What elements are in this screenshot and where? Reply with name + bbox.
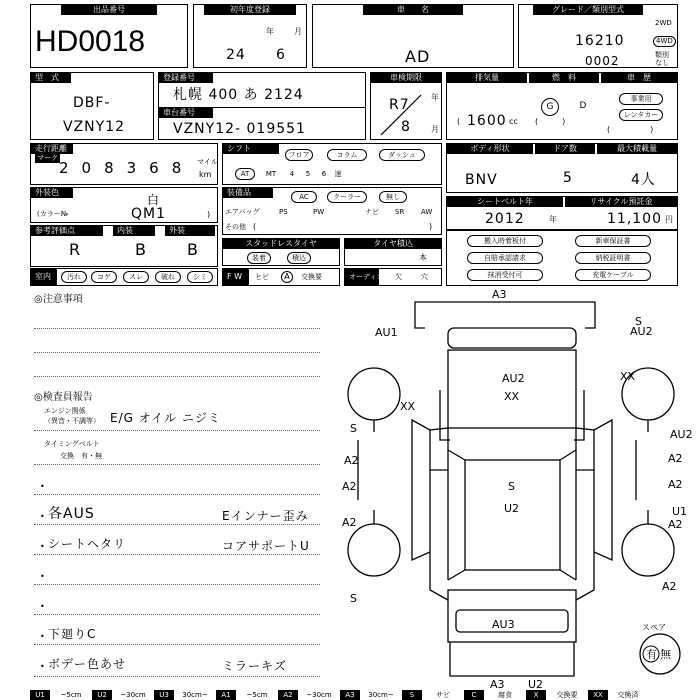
reg-value: 札幌 400 あ 2124 — [173, 87, 304, 103]
doc-btn-1: 搬入時着板付 — [467, 235, 543, 247]
legend-key-6: S — [402, 690, 422, 700]
equipment-box: 装備品 AC クーラー 無し エアバッグ PS PW ナビ SR AW その他 ( ) — [222, 187, 442, 235]
history-business: 事業用 — [619, 93, 663, 105]
model-label: 型 式 — [31, 73, 71, 83]
audio-box — [344, 268, 442, 286]
interior-room-label: 室内 — [31, 269, 57, 285]
note-item-1: 各AUS — [48, 506, 95, 522]
mark-s-left: S — [350, 422, 357, 435]
model-line2: VZNY12 — [63, 119, 126, 135]
recycle-unit: 円 — [665, 215, 673, 224]
equip-cooler: クーラー — [327, 191, 367, 203]
chassis-label: 車台番号 — [159, 108, 213, 118]
legend-value-1: ~30cm — [120, 691, 146, 699]
legend-key-4: A2 — [278, 690, 298, 700]
fw-box — [222, 268, 340, 286]
studless-mounted: 装着 — [247, 252, 271, 264]
mark-au2-right-side: AU2 — [670, 428, 693, 441]
displacement-value: 1600 — [467, 113, 507, 129]
first-reg-label: 初年度登録 — [204, 5, 296, 15]
equip-pw: PW — [313, 208, 325, 216]
chassis-value: VZNY12- 019551 — [173, 121, 306, 137]
timing-opts: 交換 有・無 — [60, 452, 102, 460]
studless-loaded: 積込 — [287, 252, 311, 264]
legend-key-9: XX — [588, 690, 608, 700]
room-burn: コゲ — [91, 271, 117, 283]
equip-airbag: エアバッグ — [225, 208, 260, 216]
audio-label: オーディオ — [345, 269, 379, 285]
mark-au1: AU1 — [375, 326, 398, 339]
timing-label: タイミングベルト — [44, 440, 100, 448]
legend-value-0: ~5cm — [60, 691, 82, 699]
note-item-1b: Eインナー歪み — [222, 509, 309, 523]
model-box — [30, 72, 154, 140]
drive-2wd: 2WD — [655, 19, 672, 27]
doors-value: 5 — [563, 170, 573, 186]
legend-value-7: 腐食 — [498, 691, 512, 699]
legend-value-6: サビ — [436, 691, 450, 699]
body-box — [446, 143, 678, 193]
tire-box — [344, 238, 442, 266]
doc-btn-4: 納税証明書 — [575, 252, 651, 264]
note-item-4b: ミラーキズ — [222, 659, 287, 673]
grade-value-2: 0002 — [585, 54, 620, 68]
exterior-color-box: 外装色 白 (カラー№ QM1 ) — [30, 187, 218, 223]
tire-unit: 本 — [419, 253, 427, 262]
legend-value-3: ~5cm — [246, 691, 268, 699]
mark-au2-right: AU2 — [630, 325, 653, 338]
score-label: 参考評価点 — [31, 226, 103, 236]
mark-a2-left-3: A2 — [342, 516, 357, 529]
legend-value-5: 30cm~ — [368, 691, 394, 699]
equip-navi: ナビ — [365, 208, 379, 216]
displacement-label: 排気量 — [447, 73, 527, 83]
seatbelt-year: 2012 — [485, 211, 525, 227]
grade-value: 16210 — [575, 33, 625, 49]
month-unit: 月 — [294, 27, 302, 36]
equip-sr: SR — [395, 208, 405, 216]
fw-replace: 交換要 — [301, 273, 322, 281]
engine-spec-box: 排気量 燃 料 車 歴 1600 cc ( G D ( ) 事業用 レンタカー ( ) — [446, 72, 678, 140]
room-tear: 破れ — [155, 271, 181, 283]
legend-key-5: A3 — [340, 690, 360, 700]
spare-yes: 有 — [646, 648, 657, 661]
mark-au2-hood: AU2 — [502, 372, 525, 385]
exterior-color-label: 外装色 — [31, 188, 73, 198]
interior-room-box — [30, 268, 218, 286]
studless-label: スタッドレスタイヤ — [223, 239, 339, 249]
audio-missing: 欠 — [395, 273, 402, 281]
audio-hole: 穴 — [421, 273, 428, 281]
fuel-d: D — [579, 101, 587, 111]
mileage-box — [30, 143, 218, 185]
equip-ac: AC — [291, 191, 317, 203]
mark-s-center: S — [508, 480, 515, 493]
mark-a3-rear: A3 — [490, 678, 505, 690]
mark-s-rear-left: S — [350, 592, 357, 605]
legend-key-8: X — [526, 690, 546, 700]
car-name-label: 車 名 — [363, 5, 463, 15]
seatbelt-box — [446, 196, 678, 230]
year-unit: 年 — [266, 27, 274, 36]
inspection-month: 8 — [401, 119, 411, 135]
fuel-label: 燃 料 — [529, 73, 599, 83]
shift-6: 6 — [321, 170, 327, 178]
room-scuff: スレ — [123, 271, 149, 283]
engine-value: E/G オイル ニジミ — [110, 411, 221, 425]
docs-box — [446, 230, 678, 286]
car-name: AD — [405, 47, 431, 66]
capacity-label: 最大積載量 — [597, 144, 677, 154]
equip-other-label: その他 — [225, 223, 246, 231]
legend-value-4: ~30cm — [306, 691, 332, 699]
shift-floor: フロア — [285, 149, 313, 161]
lot-label: 出品番号 — [61, 5, 157, 15]
mark-a2-left-1: A2 — [344, 454, 359, 467]
spare-label: スペア — [642, 623, 666, 632]
studless-box — [222, 238, 340, 266]
mark-label: マーク — [37, 154, 58, 162]
car-name-box — [312, 4, 514, 68]
mark-a3-top: A3 — [492, 290, 507, 301]
capacity-value: 4人 — [631, 172, 656, 188]
seatbelt-year-unit: 年 — [549, 215, 557, 224]
mark-a2-right-1: A2 — [668, 452, 683, 465]
legend-key-2: U3 — [154, 690, 174, 700]
recycle-value: 11,100 — [607, 211, 662, 227]
inspection-label: 車検期限 — [371, 73, 441, 83]
note-item-2: シートヘタリ — [48, 537, 127, 551]
color-value: 白 — [147, 193, 161, 207]
seatbelt-label: シートベルト年 — [447, 197, 563, 207]
mark-u2-center: U2 — [504, 502, 520, 515]
exterior-grade-label: 外装 — [165, 226, 215, 236]
first-reg-year: 24 — [226, 47, 246, 63]
inspection-year-unit: 年 — [431, 93, 439, 102]
tire-label: タイヤ積込 — [345, 239, 441, 249]
mileage-digits: 208368 — [59, 159, 195, 177]
engine-label: エンジン関係 （異音・不調等） — [44, 407, 100, 425]
drive-4wd: 4WD — [653, 36, 676, 47]
first-reg-box — [193, 4, 307, 68]
doc-btn-5: 抹消受付可 — [467, 269, 543, 281]
fw-label: F W — [223, 269, 249, 285]
history-rental: レンタカー — [619, 109, 663, 121]
recycle-label: リサイクル預託金 — [565, 197, 677, 207]
caution-title: ◎注意事項 — [34, 294, 83, 305]
shift-speed: 速 — [334, 170, 342, 178]
interior-grade-label: 内装 — [113, 226, 155, 236]
color-no-label: (カラー№ — [37, 210, 69, 218]
shift-mt: MT — [265, 170, 277, 178]
fuel-g: G — [541, 98, 559, 116]
model-line1: DBF- — [73, 95, 111, 111]
equip-aw: AW — [421, 208, 433, 216]
equip-ps: PS — [279, 208, 288, 216]
shift-label: シフト — [223, 144, 279, 154]
mark-xx-right: XX — [620, 370, 636, 383]
vehicle-damage-diagram — [330, 290, 700, 690]
fw-crack: ヒビ — [255, 273, 269, 281]
mark-u2-rear: U2 — [528, 678, 544, 690]
mark-a2-right-3: A2 — [668, 518, 683, 531]
reg-label: 登録番号 — [159, 73, 213, 83]
history-label: 車 歴 — [601, 73, 677, 83]
equip-none: 無し — [379, 191, 407, 203]
lot-number: HD0018 — [35, 25, 146, 58]
legend-value-2: 30cm~ — [182, 691, 208, 699]
mark-xx-hood: XX — [504, 390, 520, 403]
mark-xx-left: XX — [400, 400, 416, 413]
body-label: ボディ形状 — [447, 144, 533, 154]
inspection-year: R7 — [389, 97, 410, 113]
doc-btn-6: 充電ケーブル — [575, 269, 651, 281]
legend-key-3: A1 — [216, 690, 236, 700]
doc-btn-2: 新車保証書 — [575, 235, 651, 247]
shift-dash: ダッシュ — [379, 149, 425, 161]
score-box — [30, 225, 218, 267]
mark-au3: AU3 — [492, 618, 515, 631]
mark-s-top-right: S — [635, 315, 642, 328]
mark-u1-right: U1 — [672, 505, 688, 518]
spare-no: 無 — [660, 648, 671, 661]
mark-a2-right-2: A2 — [668, 478, 683, 491]
interior-grade-value: B — [135, 240, 147, 259]
doc-btn-3: 自賠承認請求 — [467, 252, 543, 264]
shift-column: コラム — [327, 149, 367, 161]
fw-a: A — [281, 271, 293, 283]
lot-number-box — [30, 4, 188, 68]
mark-a2-right-4: A2 — [662, 580, 677, 593]
shift-5: 5 — [305, 170, 311, 178]
inspection-box — [370, 72, 442, 140]
shift-box — [222, 143, 442, 185]
room-dirt: 汚れ — [61, 271, 87, 283]
inspection-month-unit: 月 — [431, 125, 439, 134]
color-code: QM1 — [131, 206, 167, 222]
exterior-grade-value: B — [187, 240, 199, 259]
legend-key-0: U1 — [30, 690, 50, 700]
cc-unit: cc — [509, 117, 518, 126]
score-value: R — [69, 240, 82, 259]
mark-a2-left-2: A2 — [342, 480, 357, 493]
body-value: BNV — [465, 172, 498, 188]
equipment-label: 装備品 — [223, 188, 273, 198]
first-reg-month: 6 — [276, 47, 286, 63]
note-item-2b: コアサポートU — [222, 539, 310, 553]
shift-at: AT — [235, 168, 255, 180]
grade-box — [518, 4, 678, 68]
legend-value-8: 交換要 — [556, 691, 578, 699]
note-item-3: 下廻りC — [48, 627, 97, 641]
reg-box — [158, 72, 366, 140]
mileage-label: 走行距離 — [31, 144, 73, 154]
legend-key-1: U2 — [92, 690, 112, 700]
km-unit: km — [199, 170, 212, 179]
legend-key-7: C — [464, 690, 484, 700]
mile-unit: マイル — [197, 158, 218, 166]
grade-label: グレード／類別型式 — [533, 5, 643, 15]
drive-none: 類別なし — [655, 51, 669, 67]
shift-4: 4 — [289, 170, 295, 178]
room-stain: シミ — [187, 271, 213, 283]
doors-label: ドア数 — [535, 144, 595, 154]
legend-value-9: 交換済 — [617, 691, 639, 699]
note-item-4: ボデー色あせ — [48, 657, 127, 671]
report-title: ◎検査員報告 — [34, 392, 93, 403]
